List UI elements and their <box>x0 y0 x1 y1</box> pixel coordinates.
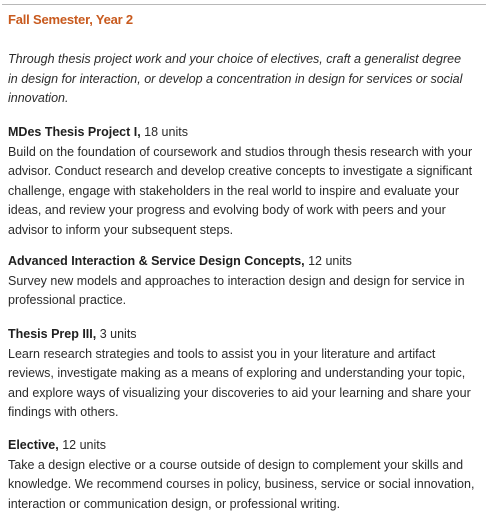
course-heading <box>8 436 478 456</box>
course-heading <box>8 252 478 272</box>
course-title: MDes Thesis Project I, <box>8 125 141 139</box>
course-heading <box>8 325 478 345</box>
course-title: Thesis Prep III, <box>8 327 97 341</box>
course-units: 18 units <box>140 125 188 139</box>
course-description: Learn research strategies and tools to assist you in your literature and artifact reviews, investigate making as a means of exploring and understanding your topic, and explore ways of visualizing your discoveries to aid your learning and share your findings with others. <box>8 346 471 419</box>
course-block <box>8 325 478 423</box>
course-heading <box>8 123 478 143</box>
course-block <box>8 252 478 311</box>
course-title: Elective, <box>8 438 59 452</box>
course-description: Survey new models and approaches to interaction design and design for service in professional practice. <box>8 273 465 307</box>
course-title: Advanced Interaction & Service Design Concepts, <box>8 254 305 268</box>
course-units: 12 units <box>58 438 106 452</box>
top-divider <box>2 4 486 5</box>
course-description: Build on the foundation of coursework and studios through thesis research with your advisor. Conduct research and develop creative concepts to investigate a significant challenge, engage with stakeholders in the real world to inspire and evaluate your ideas, and review your progress and evolving body of work with peers and your advisor to inform your subsequent steps. <box>8 144 473 237</box>
course-block <box>8 436 478 514</box>
course-units: 12 units <box>304 254 352 268</box>
course-description: Take a design elective or a course outside of design to complement your skills and knowledge. We recommend courses in policy, business, service or social innovation, interaction or communication design, or professional writing. <box>8 457 475 511</box>
semester-intro: Through thesis project work and your choice of electives, craft a generalist degree in design for interaction, or develop a concentration in design for services or social innovation. <box>8 52 463 105</box>
course-units: 3 units <box>96 327 137 341</box>
semester-heading: Fall Semester, Year 2 <box>8 12 133 27</box>
course-block <box>8 123 478 240</box>
